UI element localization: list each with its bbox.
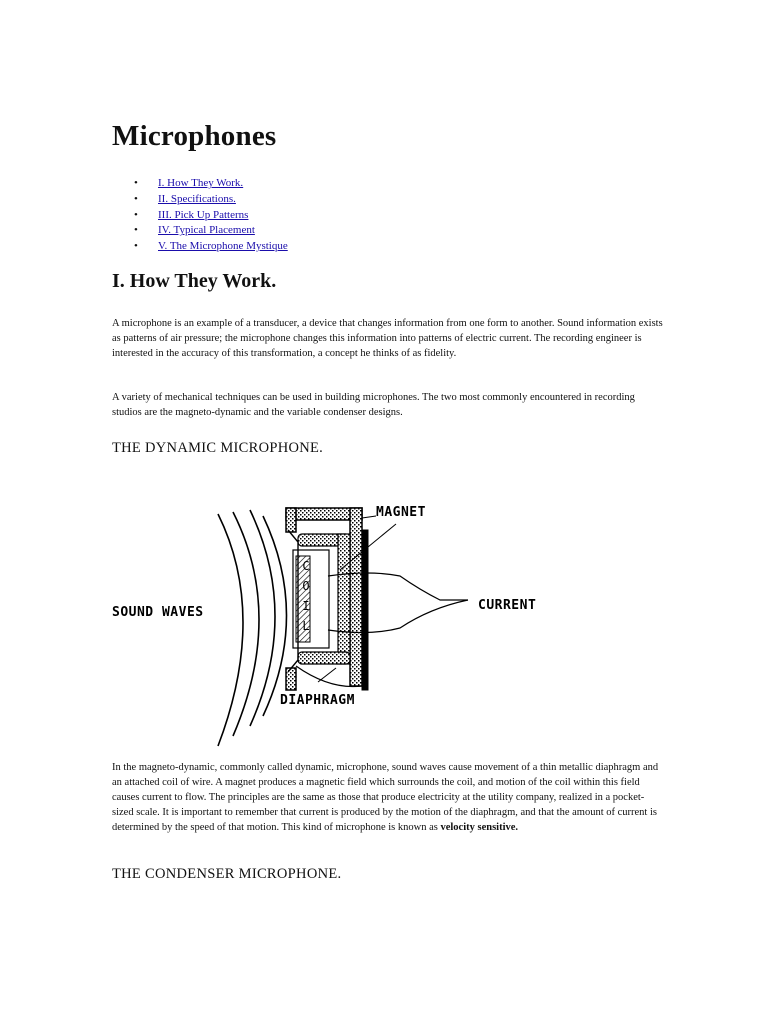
sound-wave-arcs <box>218 510 287 746</box>
velocity-sensitive-term: velocity sensitive. <box>440 822 519 833</box>
subheading-dynamic-microphone: THE DYNAMIC MICROPHONE. <box>112 440 324 456</box>
section-heading-how-they-work: I. How They Work. <box>112 270 277 292</box>
toc-item <box>112 176 288 192</box>
coil-letter: L <box>302 619 310 633</box>
toc-item <box>112 239 288 255</box>
toc-link-microphone-mystique[interactable]: V. The Microphone Mystique <box>158 240 288 253</box>
magnet-label: MAGNET <box>376 505 426 520</box>
toc-link-pick-up-patterns[interactable]: III. Pick Up Patterns <box>158 208 249 221</box>
paragraph-dynamic-text: In the magneto-dynamic, commonly called dynamic, microphone, sound waves cause movement of a thin metallic diaphragm and an attached coil of wire. A magnet produces a magnetic field which surrounds the coil, and motion of the coil within this field causes current to flow. The principles are the same as those that produce electricity at the utility company, realized in a pocket-sized scale. It is important to remember that current is produced by the motion of the diaphragm, and that the amount of current is determined by the speed of that motion. This kind of microphone is known as <box>112 762 659 833</box>
paragraph-techniques: A variety of mechanical techniques can be used in building microphones. The two most commonly encountered in recording studios are the magneto-dynamic and the variable condenser designs. <box>112 392 635 418</box>
current-label: CURRENT <box>478 598 537 613</box>
coil-letter: C <box>302 559 310 573</box>
toc-link-how-they-work[interactable]: I. How They Work. <box>158 177 244 189</box>
paragraph-dynamic-explanation <box>112 760 664 835</box>
toc-item <box>112 223 288 239</box>
toc-link-typical-placement[interactable]: IV. Typical Placement <box>158 224 255 237</box>
dynamic-microphone-diagram <box>100 490 560 750</box>
toc-link-specifications[interactable]: II. Specifications. <box>158 192 236 205</box>
subheading-condenser-microphone: THE CONDENSER MICROPHONE. <box>112 866 342 882</box>
sound-waves-label: SOUND WAVES <box>112 605 204 620</box>
paragraph-transducer: A microphone is an example of a transducer, a device that changes information from one form to another. Sound information exists as patterns of air pressure; the microphone changes this information into patterns of electric current. The recording engineer is interested in the accuracy of this transformation, a concept he thinks of as fidelity. <box>112 318 663 359</box>
page-title: Microphones <box>112 120 277 152</box>
coil-letter: I <box>302 599 310 613</box>
table-of-contents <box>112 176 288 255</box>
diaphragm-label: DIAPHRAGM <box>280 693 355 708</box>
toc-item <box>112 192 288 208</box>
toc-item <box>112 208 288 224</box>
coil-letter: O <box>302 579 310 593</box>
